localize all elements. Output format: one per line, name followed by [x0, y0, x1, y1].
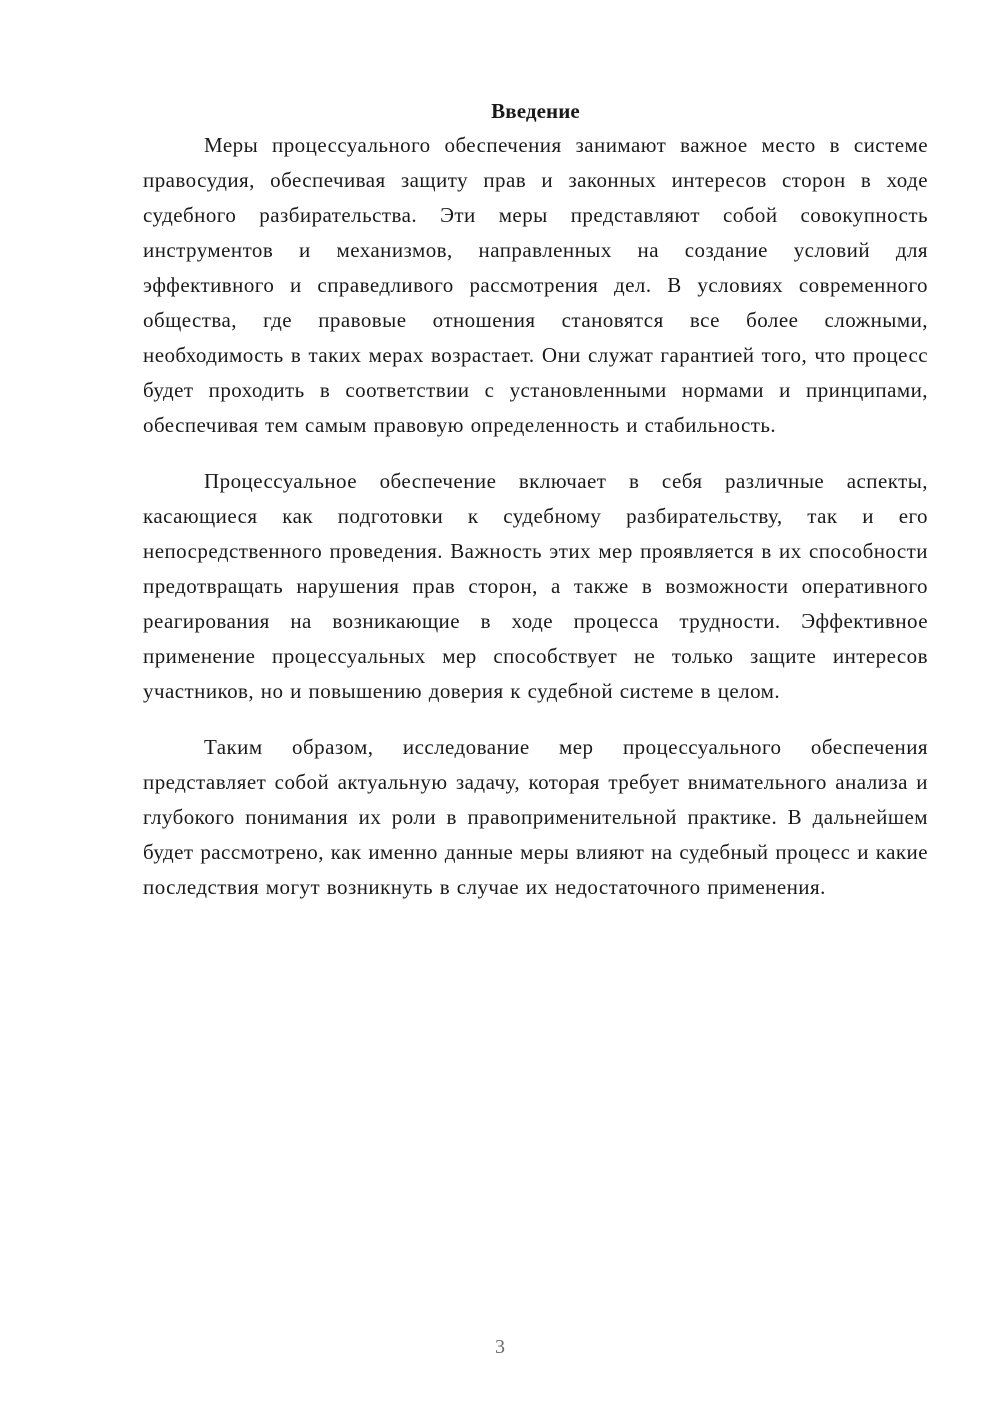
section-heading: Введение — [491, 99, 580, 123]
paragraph-3: Таким образом, исследование мер процессуального обеспечения представляет собой актуальную задачу, которая требует внимательного анализа и глубокого понимания их роли в правоприменительной практике. В дальнейшем будет рассмотрено, как именно данные меры влияют на судебный процесс и какие последствия могут возникнуть в случае их недостаточного применения. — [143, 735, 928, 899]
paragraph-1: Меры процессуального обеспечения занимают важное место в системе правосудия, обеспечивая защиту прав и законных интересов сторон в ходе судебного разбирательства. Эти меры представляют собой совокупность инструментов и механизмов, направленных на создание условий для эффективного и справедливого рассмотрения дел. В условиях современного общества, где правовые отношения становятся все более сложными, необходимость в таких мерах возрастает. Они служат гарантией того, что процесс будет проходить в соответствии с установленными нормами и принципами, обеспечивая тем самым правовую определенность и стабильность. — [143, 133, 928, 437]
page-number: 3 — [495, 1336, 505, 1358]
paragraph-2: Процессуальное обеспечение включает в себя различные аспекты, касающиеся как подготовки к судебному разбирательству, так и его непосредственного проведения. Важность этих мер проявляется в их способности предотвращать нарушения прав сторон, а также в возможности оперативного реагирования на возникающие в ходе процесса трудности. Эффективное применение процессуальных мер способствует не только защите интересов участников, но и повышению доверия к судебной системе в целом. — [143, 469, 928, 703]
page-content — [143, 96, 928, 926]
